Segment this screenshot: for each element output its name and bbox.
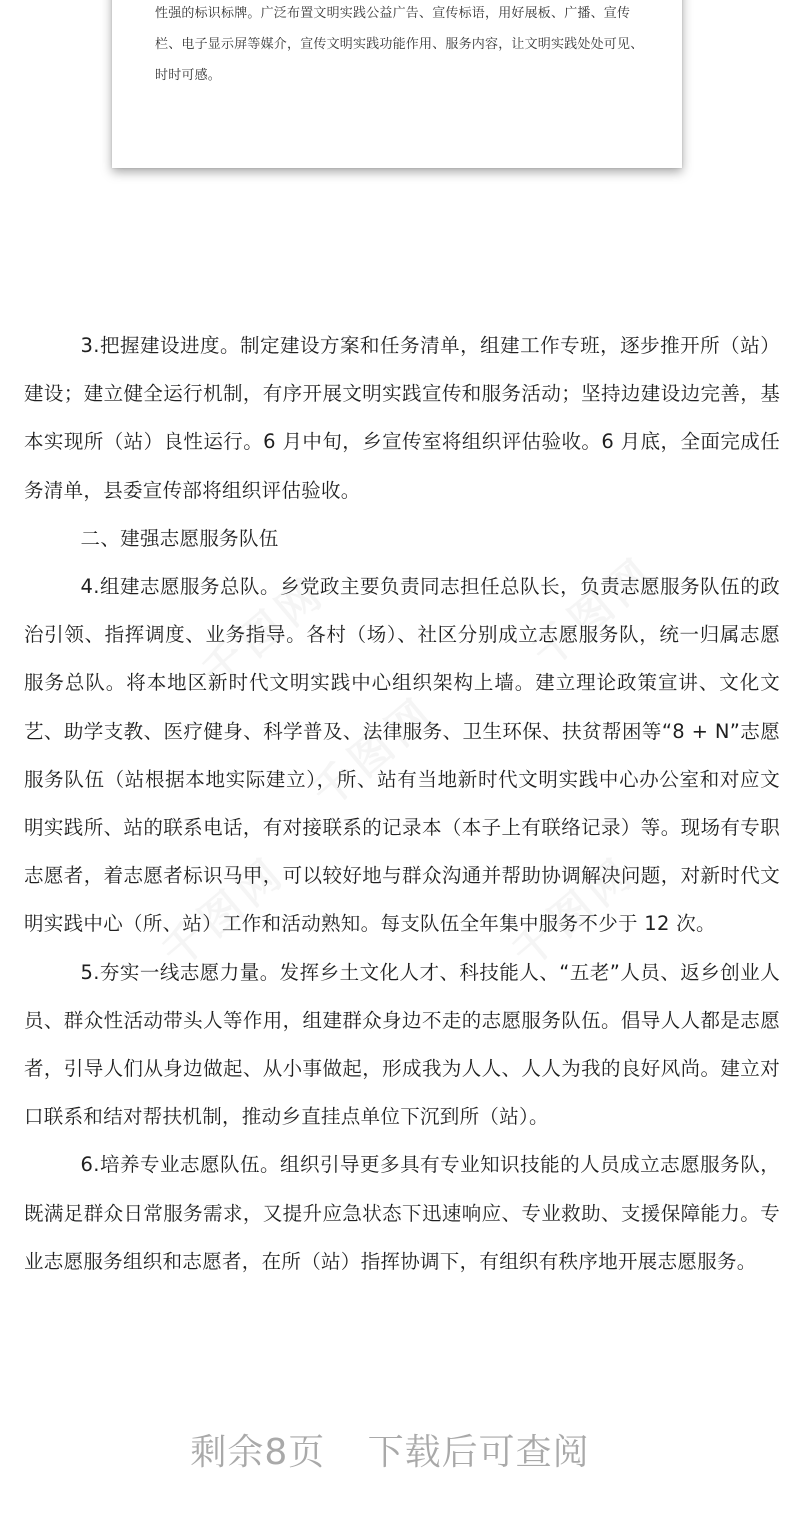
page-preview-card <box>112 0 682 168</box>
body-paragraph: 3.把握建设进度。制定建设方案和任务清单，组建工作专班，逐步推开所（站）建设；建立健全运行机制，有序开展文明实践宣传和服务活动；坚持边建设边完善，基本实现所（站）良性运行。6 月中旬，乡宣传室将组织评估验收。6 月底，全面完成任务清单，县委宣传部将组织评估验收。 <box>24 334 780 502</box>
preview-line: 时时可感。 <box>155 68 222 83</box>
section-heading: 二、建强志愿服务队伍 <box>80 526 279 550</box>
watermark: 千图网 <box>152 846 295 977</box>
download-to-view-label: 下载后可查阅 <box>367 1432 590 1473</box>
body-paragraph: 6.培养专业志愿队伍。组织引导更多具有专业知识技能的人员成立志愿服务队，既满足群众日常服务需求，又提升应急状态下迅速响应、专业救助、支援保障能力。专业志愿服务组织和志愿者，在所（站）指挥协调下，有组织有秩序地开展志愿服务。 <box>24 1153 780 1273</box>
body-paragraph: 4.组建志愿服务总队。乡党政主要负责同志担任总队长，负责志愿服务队伍的政治引领、指挥调度、业务指导。各村（场）、社区分别成立志愿服务队，统一归属志愿服务总队。将本地区新时代文明实践中心组织架构上墙。建立理论政策宣讲、文化文艺、助学支教、医疗健身、科学普及、法律服务、卫生环保、扶贫帮困等“8 + N”志愿服务队伍（站根据本地实际建立），所、站有当地新时代文明实践中心办公室和对应文明实践所、站的联系电话，有对接联系的记录本（本子上有联络记录）等。现场有专职志愿者，着志愿者标识马甲，可以较好地与群众沟通并帮助协调解决问题，对新时代文明实践中心（所、站）工作和活动熟知。每支队伍全年集中服务不少于 12 次。 <box>24 575 780 936</box>
preview-line: 性强的标识标牌。广泛布置文明实践公益广告、宣传标语，用好展板、广播、宣传 <box>155 6 631 21</box>
watermark: 千图网 <box>522 546 665 677</box>
preview-line: 栏、电子显示屏等媒介，宣传文明实践功能作用、服务内容，让文明实践处处可见、 <box>155 37 644 52</box>
document-body <box>24 322 780 1286</box>
watermark: 千图网 <box>302 686 445 817</box>
body-paragraph: 5.夯实一线志愿力量。发挥乡土文化人才、科技能人、“五老”人员、返乡创业人员、群众性活动带头人等作用，组建群众身边不走的志愿服务队伍。倡导人人都是志愿者，引导人们从身边做起、从小事做起，形成我为人人、人人为我的良好风尚。建立对口联系和结对帮扶机制，推动乡直挂点单位下沉到所（站）。 <box>24 960 780 1129</box>
download-prompt[interactable] <box>0 1424 780 1475</box>
watermark: 千图网 <box>192 566 335 697</box>
preview-text <box>155 0 655 91</box>
remaining-pages-label: 剩余8页 <box>190 1432 326 1473</box>
watermark: 千图网 <box>502 846 645 977</box>
